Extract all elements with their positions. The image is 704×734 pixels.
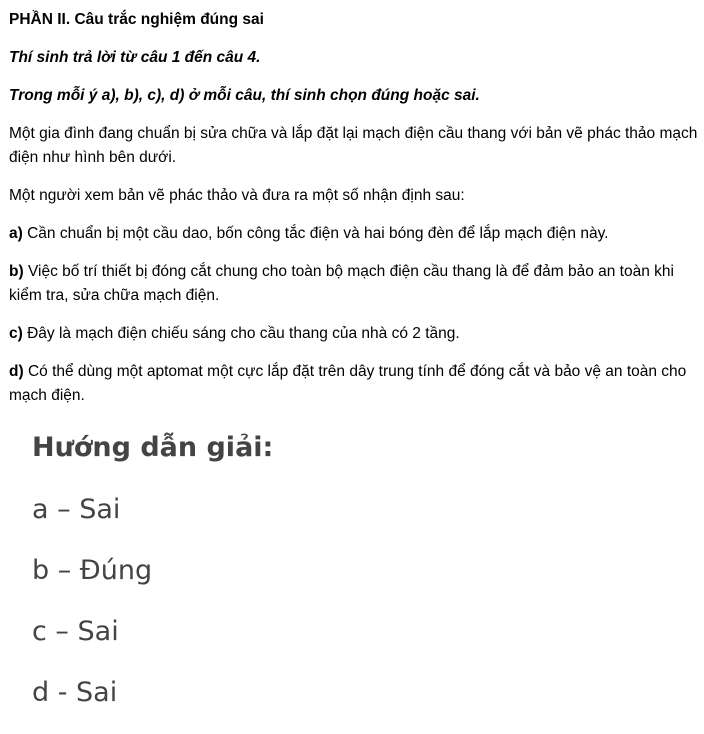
question-document [9,8,699,422]
instruction-answer-range: Thí sinh trả lời từ câu 1 đến câu 4. [9,49,261,66]
statement-text: Cần chuẩn bị một cầu dao, bốn công tắc điện và hai bóng đèn để lắp mạch điện này. [27,225,609,242]
statement-text: Có thể dùng một aptomat một cực lắp đặt trên dây trung tính để đóng cắt và bảo vệ an toàn cho mạch điện. [9,363,687,404]
answer-b: b – Đúng [32,555,153,586]
question-intro: Một gia đình đang chuẩn bị sửa chữa và lắp đặt lại mạch điện cầu thang với bản vẽ phác thảo mạch điện như hình bên dưới. [9,125,698,166]
statement-text: Việc bố trí thiết bị đóng cắt chung cho toàn bộ mạch điện cầu thang là để đảm bảo an toàn khi kiểm tra, sửa chữa mạch điện. [9,263,674,304]
answer-a: a – Sai [32,494,121,525]
section-title: PHẦN II. Câu trắc nghiệm đúng sai [9,11,264,28]
statement-b [9,260,699,308]
instruction-true-false: Trong mỗi ý a), b), c), d) ở mỗi câu, thí sinh chọn đúng hoặc sai. [9,87,480,104]
answer-d: d - Sai [32,677,118,708]
solution-title: Hướng dẫn giải: [32,432,274,463]
statement-label: c) [9,325,23,342]
solution-section [32,428,273,734]
question-prompt: Một người xem bản vẽ phác thảo và đưa ra một số nhận định sau: [9,187,465,204]
statement-label: d) [9,363,24,380]
statement-label: a) [9,225,23,242]
statement-text: Đây là mạch điện chiếu sáng cho cầu thang của nhà có 2 tầng. [27,325,460,342]
statement-d [9,360,699,408]
statement-c [9,322,699,346]
answer-c: c – Sai [32,616,119,647]
statement-a [9,222,699,246]
statement-label: b) [9,263,24,280]
